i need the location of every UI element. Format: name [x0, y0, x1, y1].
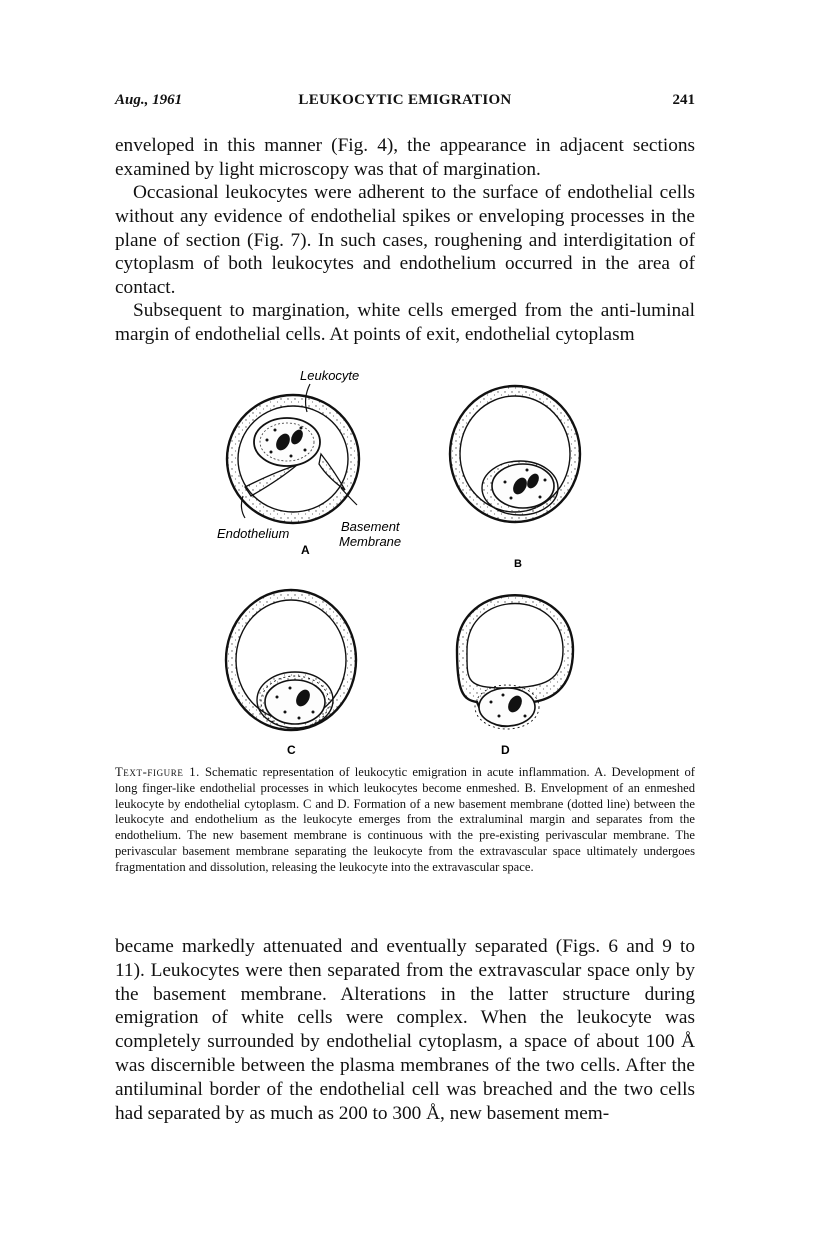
panel-a-diagram: [227, 384, 359, 523]
paragraph-2: Occasional leukocytes were adherent to the surface of endothelial cells without any evidence of endothelial spikes or enveloping processes in the plane of section (Fig. 7). In such cases, roughening and interdigitation of cytoplasm of both leukocytes and endothelium occurred in the area of contact.: [115, 182, 695, 299]
panel-d-diagram: [457, 595, 573, 729]
header-date: Aug., 1961: [115, 92, 183, 108]
running-header: [115, 92, 695, 116]
panel-d-label: D: [501, 743, 510, 757]
panel-c-diagram: [226, 590, 356, 730]
label-endothelium: Endothelium: [217, 526, 290, 541]
label-membrane: Membrane: [339, 534, 402, 549]
caption-text: Schematic representation of leukocytic emigration in acute inflammation. A. Development of long finger-like endothelial processes in which leukocytes become enmeshed. B. Envelopment of an enmeshed leukocyte by endothelial cytoplasm. C and D. Formation of a new basement membrane (dotted line) between the leukocyte and endothelium as the leukocyte emerges from the extraluminal margin and separates from the endothelium. The new basement membrane is continuous with the pre-existing perivascular membrane. The perivascular basement membrane separating the leukocyte from the extravascular space ultimately undergoes fragmentation and dissolution, releasing the leukocyte into the extravascular space.: [115, 765, 695, 874]
caption-label: Text-figure 1.: [115, 765, 200, 779]
panel-c-label: C: [287, 743, 296, 757]
paragraph-4: became markedly attenuated and eventually separated (Figs. 6 and 9 to 11). Leukocytes were then separated from the extravascular space only by the basement membrane. Alterations in the latter structure during emigration of white cells were complex. When the leukocyte was completely surrounded by endothelial cytoplasm, a space of about 100 Å was discernible between the plasma membranes of the two cells. After the antiluminal border of the endothelial cell was breached and the two cells had separated by as much as 200 to 300 Å, new basement mem-: [115, 936, 695, 1124]
figure-caption: [115, 765, 695, 876]
panel-a-label: A: [301, 543, 310, 557]
header-title: LEUKOCYTIC EMIGRATION: [298, 92, 512, 108]
text-figure-1: [195, 362, 615, 762]
label-leukocyte: Leukocyte: [300, 368, 360, 383]
panel-b-diagram: [450, 386, 580, 522]
panel-b-label: B: [514, 558, 522, 570]
figure-drawing: [195, 362, 615, 762]
paragraph-3: Subsequent to margination, white cells emerged from the anti-luminal margin of endothelial cells. At points of exit, endothelial cytoplasm: [115, 300, 695, 345]
page-number: 241: [672, 92, 695, 108]
label-basement: Basement: [341, 519, 400, 534]
paragraph-1: enveloped in this manner (Fig. 4), the appearance in adjacent sections examined by light microscopy was that of margination.: [115, 135, 695, 180]
